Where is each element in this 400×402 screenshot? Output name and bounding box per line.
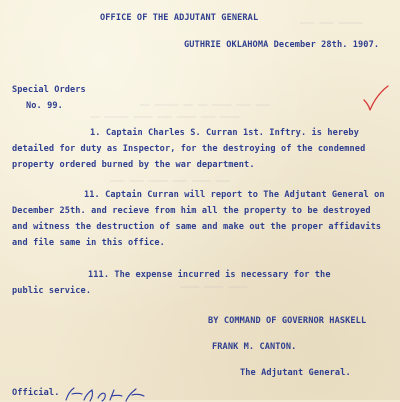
office-heading: OFFICE OF THE ADJUTANT GENERAL — [100, 13, 259, 23]
command-line: BY COMMAND OF GOVERNOR HASKELL — [208, 316, 367, 326]
paragraph-3-line-1: 111. The expense incurred is necessary for the — [88, 270, 331, 280]
paragraph-2-line-4: and file same in this office. — [12, 238, 165, 248]
signatory-name: FRANK M. CANTON. — [212, 342, 297, 352]
check-mark-icon — [362, 84, 390, 112]
paragraph-2-line-2: December 25th. and recieve from him all the property to be destroyed — [12, 206, 371, 216]
paragraph-2-line-3: and witness the destruction of same and make out the proper affidavits — [12, 222, 382, 232]
bleed-through-text: ——— ——— ———— —— —— ————— —— — [140, 100, 271, 109]
place-date-line: GUTHRIE OKLAHOMA December 28th. 1907. — [184, 40, 380, 50]
official-label: Official. — [12, 388, 60, 398]
bleed-through-text: ———— ——— ———— ——— ———— ————— —— — [90, 112, 240, 121]
signatory-title: The Adjutant General. — [240, 368, 351, 378]
order-number: No. 99. — [26, 101, 63, 111]
paragraph-2-line-1: 11. Captain Curran will report to The Adjutant General on — [84, 190, 385, 200]
special-orders-title: Special Orders — [12, 85, 86, 95]
paragraph-1-line-2: detailed for duty as Inspector, for the destroying of the condemned — [12, 144, 366, 154]
bleed-through-text: ———— ———— ———— — [180, 282, 248, 291]
bleed-through-text: ————— ——— ——— — [300, 18, 363, 27]
bleed-through-text: ——— ———— ——— ———— ——— ——— — [110, 176, 231, 185]
paragraph-1-line-3: property ordered burned by the war department. — [12, 160, 255, 170]
paragraph-1-line-1: 1. Captain Charles S. Curran 1st. Inftry. is hereby — [90, 128, 359, 138]
paragraph-3-line-2: public service. — [12, 286, 92, 296]
